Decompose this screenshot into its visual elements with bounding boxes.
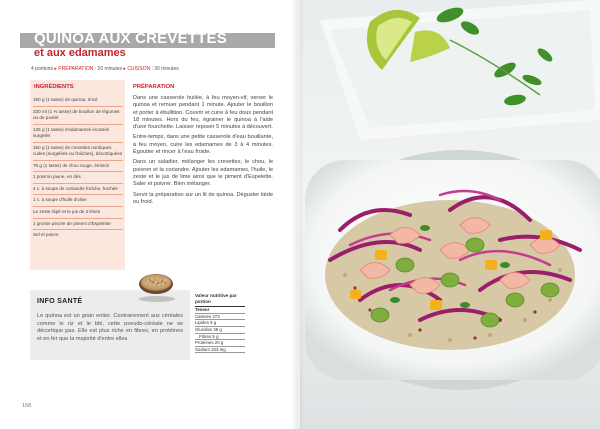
- nutrition-row: Calories 273: [195, 314, 245, 321]
- ingredient-item: 190 g (1 tasse) de quinoa, rincé: [33, 95, 123, 107]
- ingredient-item: 125 g (1 tasse) d'edamames écossés surgelés: [33, 125, 123, 143]
- ingredient-item: Le zeste râpé et le jus de 2 limes: [33, 207, 123, 219]
- meta-separator: ▸: [123, 66, 128, 72]
- nutrition-row: Protéines 20 g: [195, 340, 245, 347]
- ingredients-list: [33, 95, 123, 241]
- page-gutter: [292, 0, 304, 429]
- nutrition-table: [195, 293, 245, 353]
- page-number: 158: [22, 403, 32, 409]
- preparation-step: Entre-temps, dans une petite casserole d'eau bouillante, à feu moyen, cuire les edamames de 3 à 4 minutes. Égoutter et rincer à l'eau froide.: [133, 134, 273, 156]
- nutrition-row: Fibres 5 g: [195, 334, 245, 341]
- cook-time: : 30 minutes: [151, 66, 179, 72]
- preparation-text: [133, 95, 273, 209]
- ingredient-item: 330 ml (1 ⅓ tasse) de bouillon de légumes ou de poulet: [33, 107, 123, 125]
- ingredients-heading: INGRÉDIENTS: [34, 84, 74, 90]
- ingredient-item: 1 poivron jaune, en dés: [33, 172, 123, 184]
- nutrition-row: Lipides 5 g: [195, 320, 245, 327]
- prep-time: : 20 minutes: [94, 66, 123, 72]
- food-photo: [300, 0, 600, 429]
- nutrition-row: Teneur: [195, 307, 245, 314]
- preparation-step: Servir la préparation sur un lit de quinoa. Déguster tiède ou froid.: [133, 191, 273, 205]
- meta-separator: ▸: [54, 66, 59, 72]
- cook-time-label: CUISSON: [127, 66, 151, 72]
- preparation-step: Dans un saladier, mélanger les crevettes, le chou, le poivron et la coriandre. Ajouter les edamames, l'huile, le zeste et le jus de lime ainsi que le piment d'Espelette. Saler et poivrer. Bien mélanger.: [133, 159, 273, 188]
- ingredient-item: Sel et poivre: [33, 232, 59, 238]
- quinoa-bowl-image: [138, 270, 174, 298]
- ingredient-item: 75 g (1 tasse) de chou rouge, émincé: [33, 161, 123, 173]
- recipe-subtitle: et aux edamames: [34, 47, 126, 59]
- ingredient-item: 150 g (1 tasse) de crevettes nordiques cuites (surgelées ou fraîches), décortiquées: [33, 143, 123, 161]
- portions: 4 portions: [31, 66, 53, 72]
- info-sante-text: Le quinoa est un grain entier. Contrairement aux céréales comme le riz et le blé, cette pseudo-céréale ne se décortique pas. Elle est plus riche en fibres, en protéines et en fer que la majorité d'entre elles.: [37, 313, 183, 342]
- prep-time-label: PRÉPARATION: [58, 66, 94, 72]
- nutrition-title: Valeur nutritive par portion: [195, 293, 245, 307]
- recipe-meta: [31, 66, 179, 72]
- ingredient-item: 4 c. à soupe de coriandre fraîche, hachée: [33, 184, 123, 196]
- info-sante-heading: INFO SANTÉ: [37, 298, 83, 305]
- preparation-heading: PRÉPARATION: [133, 84, 175, 90]
- ingredient-item: 1 grosse pincée de piment d'Espelette: [33, 219, 123, 231]
- recipe-title: QUINOA AUX CREVETTES: [34, 30, 227, 47]
- quinoa-salad-photo: [300, 0, 600, 429]
- nutrition-row: Sodium 333 mg: [195, 347, 245, 354]
- nutrition-row: Glucides 38 g: [195, 327, 245, 334]
- preparation-step: Dans une casserole huilée, à feu moyen-vif, verser le quinoa et remuer pendant 1 minute. Ajouter le bouillon et porter à ébullition. Couvrir et cuire à feu doux pendant 18 minutes. Hors du feu, égrainer le quinoa à l'aide d'une fourchette. Laisser reposer 5 minutes à découvert.: [133, 95, 273, 131]
- ingredient-item: 1 c. à soupe d'huile d'olive: [33, 195, 123, 207]
